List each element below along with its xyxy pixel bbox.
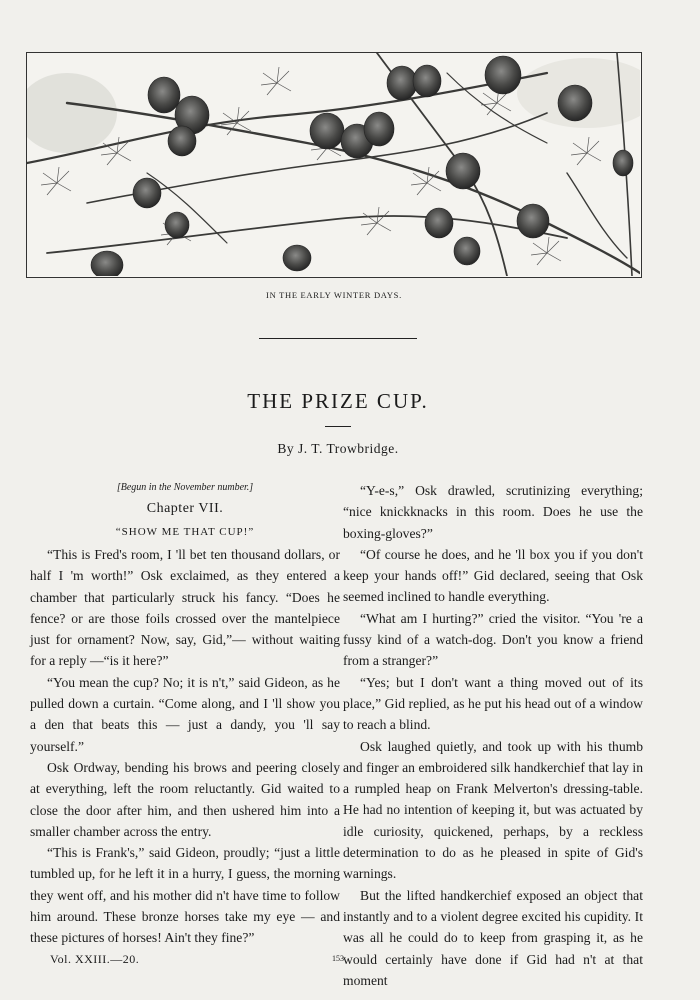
right-column bbox=[343, 480, 643, 991]
paragraph: “You mean the cup? No; it is n't,” said Gideon, as he pulled down a curtain. “Come along, and I 'll show you a den that beats this — just a dandy, you 'll say yourself.” bbox=[30, 674, 340, 754]
paragraph: “This is Fred's room, I 'll bet ten thousand dollars, or half I 'm worth!” Osk exclaimed, as they entered a chamber that particularly struck his fancy. “Does he fence? or are those foils crossed over the mantelpiece just for ornament? Now, say, Gid,”— without waiting for a reply —“is it here?” bbox=[30, 547, 340, 669]
paragraph: “Yes; but I don't want a thing moved out of its place,” Gid replied, as he put his head out of a window to reach a blind. bbox=[343, 674, 643, 733]
volume-signature: Vol. XXIII.—20. bbox=[50, 952, 140, 966]
paragraph: Osk Ordway, bending his brows and peering closely at everything, left the room reluctantly. Gid waited to close the door after him, and then ushered him into a smaller chamber across the entry. bbox=[30, 759, 340, 839]
article-title: THE PRIZE CUP. bbox=[247, 389, 429, 413]
paragraph: But the lifted handkerchief exposed an object that instantly and to a violent degree excited his cupidity. It was all he could do to keep from grasping it, as he would certainly have done if Gid had n't at that moment bbox=[343, 887, 643, 988]
illustration-caption: IN THE EARLY WINTER DAYS. bbox=[266, 290, 402, 300]
paragraph: “What am I hurting?” cried the visitor. “You 're a fussy kind of a watch-dog. Don't you know a friend from a stranger?” bbox=[343, 610, 643, 669]
divider-rule bbox=[259, 338, 417, 339]
paragraph: “This is Frank's,” said Gideon, proudly; “just a little tumbled up, for he left it in a hurry, I guess, the morning they went off, and his mother did n't have time to follow him around. These bronze horses take my eye — and these pictures of horses! Ain't they fine?” bbox=[30, 845, 340, 946]
larch-branches-drawing bbox=[27, 53, 640, 276]
chapter-heading: Chapter VII. bbox=[146, 501, 224, 516]
larch-branches-illustration bbox=[26, 52, 642, 278]
begun-note: [Begun in the November number.] bbox=[116, 482, 254, 493]
article-byline: By J. T. Trowbridge. bbox=[277, 441, 399, 456]
paragraph: “Of course he does, and he 'll box you if you don't keep your hands off!” Gid declared, seeing that Osk seemed inclined to handle everything. bbox=[343, 546, 643, 605]
page-number: 153 bbox=[332, 954, 344, 963]
left-column bbox=[30, 480, 340, 949]
paragraph: Osk laughed quietly, and took up with his thumb and finger an embroidered silk handkerchief that lay in a rumpled heap on Frank Melverton's dressing-table. He had no intention of keeping it, but was actuated by idle curiosity, quickened, perhaps, by a reckless determination to do as he pleased in spite of Gid's warnings. bbox=[343, 738, 643, 882]
title-divider bbox=[325, 426, 351, 427]
paragraph: “Y-e-s,” Osk drawled, scrutinizing everything; “nice knickknacks in this room. Does he use the boxing-gloves?” bbox=[343, 483, 643, 541]
chapter-subtitle: “SHOW ME THAT CUP!” bbox=[115, 526, 255, 538]
